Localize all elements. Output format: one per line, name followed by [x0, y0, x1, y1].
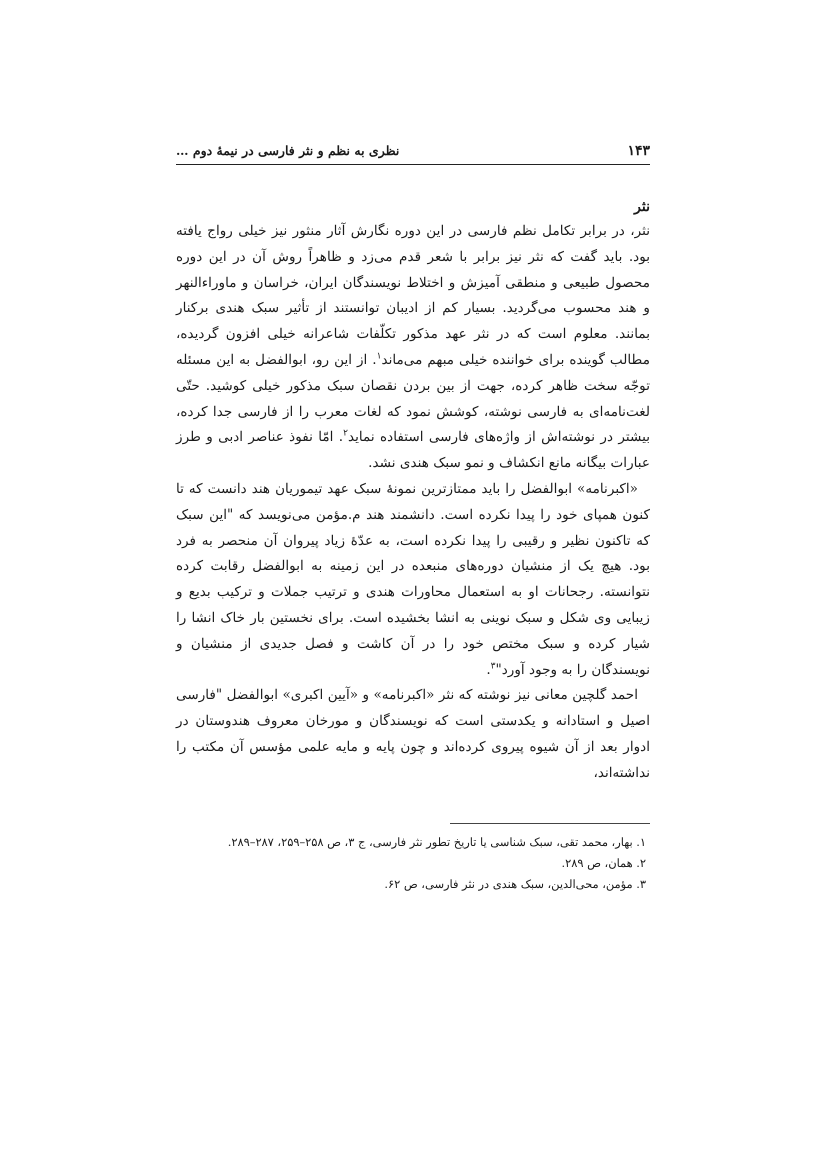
footnote-1: ۱. بهار، محمد تقی، سبک شناسی یا تاریخ تطور نثر فارسی، ج ۳، ص ۲۵۸–۲۵۹، ۲۸۷–۲۸۹.	[227, 834, 646, 849]
footnote-ref-2: ۲	[343, 428, 348, 439]
body-text	[176, 219, 650, 787]
running-header	[176, 140, 650, 165]
section-heading: نثر	[634, 199, 650, 215]
footnotes	[176, 832, 650, 895]
paragraph-1: نثر، در برابر تکامل نظم فارسی در این دوره نگارش آثار منثور نیز خیلی رواج یافته بود. باید گفت که نثر نیز برابر با شعر قدم می‌زد و ظاهراً روش آن در این دوره محصول طبیعی و منطقی آمیزش و اختلاط نویسندگان ایران، خراسان و ماوراءالنهر و هند محسوب می‌گردید. بسیار کم از ادیبان توانستند از تأثیر سبک هندی برکنار بمانند. معلوم است که در نثر عهد مذکور تکلّفات شاعرانه خیلی افزون گردیده، مطالب گوینده برای خواننده خیلی مبهم می‌ماند$^۱$. از این رو، ابوالفضل به این مسئله توجّه سخت ظاهر کرده، جهت از بین بردن نقصان سبک مذکور خیلی کوشید. حتّی لغت‌نامه‌ای به فارسی نوشته، کوشش نمود که لغات معرب را از فارسی جدا کرده، بیشتر در نوشته‌اش از واژه‌های فارسی استفاده نماید$^۲$. امّا نفوذ عناصر ادبی و طرز عبارات بیگانه مانع انکشاف و نمو سبک هندی نشد.	[176, 223, 650, 472]
book-page	[176, 140, 650, 895]
paragraph-3: احمد گلچین معانی نیز نوشته که نثر «اکبرنامه» و «آیین اکبری» ابوالفضل "فارسی اصیل و استادانه و یکدستی است که نویسندگان و مورخان معروف هندوستان در ادوار بعد از آن شیوه پیروی کرده‌اند و چون پایه و مایه علمی مؤسس آن مکتب را نداشته‌اند،	[176, 687, 650, 781]
page-number: ۱۴۳	[627, 143, 650, 159]
footnote-ref-1: ۱	[376, 351, 382, 362]
footnote-3: ۳. مؤمن، محی‌الدین، سبک هندی در نثر فارسی، ص ۶۲.	[384, 876, 646, 891]
running-title: نظری به نظم و نثر فارسی در نیمهٔ دوم …	[176, 143, 400, 158]
paragraph-2: «اکبرنامه» ابوالفضل را باید ممتازترین نمونهٔ سبک عهد تیموریان هند دانست که تا کنون همپای خود را پیدا نکرده است. دانشمند هند م.مؤمن می‌نویسد که "این سبک که تاکنون نظیر و رقیبی را پیدا نکرده است، به عدّهٔ زیاد پیروان آن منحصر به فرد بود. هیچ یک از منشیان دوره‌های منبعده در این زمینه به ابوالفضل رقابت کرده نتوانسته. رجحانات او به استعمال محاورات هندی و ترتیب جملات و ترکیب بدیع و زیبایی وی شکل و سبک نوینی به انشا بخشیده است. برای نخستین بار خاک انشا را شیار کرده و سبک مختص خود را در آن کاشت و فصل جدیدی از منشیان و نویسندگان را به وجود آورد"$^۳$.	[176, 480, 650, 678]
footnote-ref-3: ۳	[490, 661, 496, 672]
footnote-2: ۲. همان، ص ۲۸۹.	[561, 855, 646, 870]
footnote-divider	[450, 823, 650, 824]
